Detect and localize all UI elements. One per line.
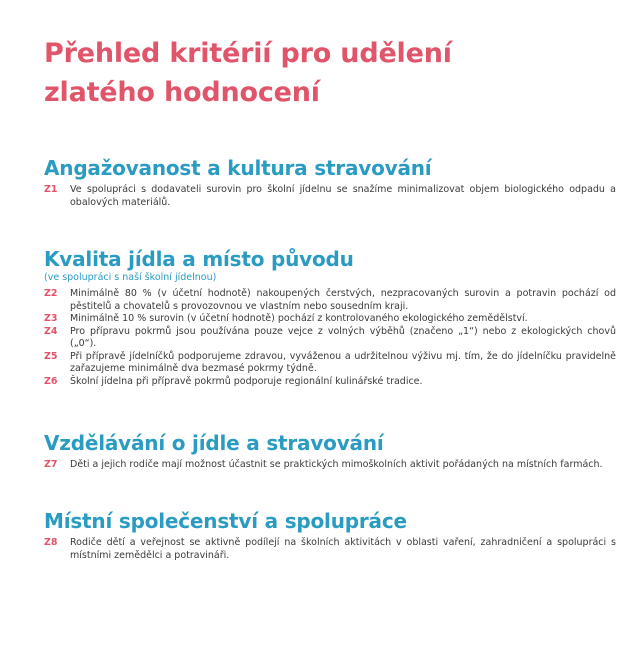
criterion-code: Z7 — [44, 459, 58, 470]
criterion-z2 — [44, 288, 616, 313]
criteria-list — [44, 459, 616, 472]
criterion-text: Minimálně 10 % surovin (v účetní hodnotě) pochází z kontrolovaného ekologického zemědělství. — [70, 313, 528, 324]
page-title — [44, 34, 616, 112]
criterion-code: Z3 — [44, 313, 58, 324]
criterion-code: Z6 — [44, 375, 58, 387]
section-engagement — [44, 156, 616, 209]
criterion-text: Pro přípravu pokrmů jsou používána pouze vejce z volných výběhů (značeno „1“) nebo z ekologických chovů („0“). — [70, 325, 616, 349]
section-title: Angažovanost a kultura stravování — [44, 156, 432, 180]
criterion-code: Z4 — [44, 325, 58, 337]
criterion-code: Z5 — [44, 350, 58, 362]
criterion-z6 — [44, 376, 616, 389]
section-title: Vzdělávání o jídle a stravování — [44, 431, 384, 455]
criteria-list — [44, 537, 616, 562]
criterion-text: Při přípravě jídelníčků podporujeme zdravou, vyváženou a udržitelnou výživu mj. tím, že do jídelníčku pravidelně zařazujeme minimálně dva bezmasé pokrmy týdně. — [70, 350, 616, 374]
section-title: Kvalita jídla a místo původu — [44, 247, 354, 271]
criterion-z7 — [44, 459, 616, 472]
criterion-z4 — [44, 326, 616, 351]
page-title-line-2: zlatého hodnocení — [44, 77, 320, 108]
criterion-z3 — [44, 313, 616, 326]
criterion-text: Děti a jejich rodiče mají možnost účastnit se praktických mimoškolních aktivit pořádaných na místních farmách. — [70, 459, 603, 470]
section-food-quality — [44, 247, 616, 388]
criteria-list — [44, 288, 616, 388]
criterion-text: Minimálně 80 % (v účetní hodnotě) nakoupených čerstvých, nezpracovaných surovin a potravin pochází od pěstitelů a chovatelů s provozovnou ve vlastním nebo sousedním kraji. — [70, 288, 616, 312]
section-subtitle: (ve spolupráci s naší školní jídelnou) — [44, 272, 217, 283]
criterion-z8 — [44, 537, 616, 562]
criterion-z1 — [44, 184, 616, 209]
section-title: Místní společenství a spolupráce — [44, 509, 407, 533]
criterion-text: Ve spolupráci s dodavateli surovin pro školní jídelnu se snažíme minimalizovat objem biologického odpadu a obalových materiálů. — [70, 184, 616, 208]
criterion-code: Z8 — [44, 537, 58, 548]
page-title-line-1: Přehled kritérií pro udělení — [44, 38, 452, 69]
criterion-text: Rodiče dětí a veřejnost se aktivně podílejí na školních aktivitách v oblasti vaření, zahradničení a spolupráci s místními zemědělci a potravináři. — [70, 537, 616, 561]
section-community — [44, 509, 616, 562]
section-education — [44, 431, 616, 472]
criterion-text: Školní jídelna při přípravě pokrmů podporuje regionální kulinářské tradice. — [70, 375, 423, 387]
document-page — [44, 34, 616, 561]
criterion-z5 — [44, 351, 616, 376]
criteria-list — [44, 184, 616, 209]
criterion-code: Z2 — [44, 288, 58, 299]
criterion-code: Z1 — [44, 184, 58, 195]
